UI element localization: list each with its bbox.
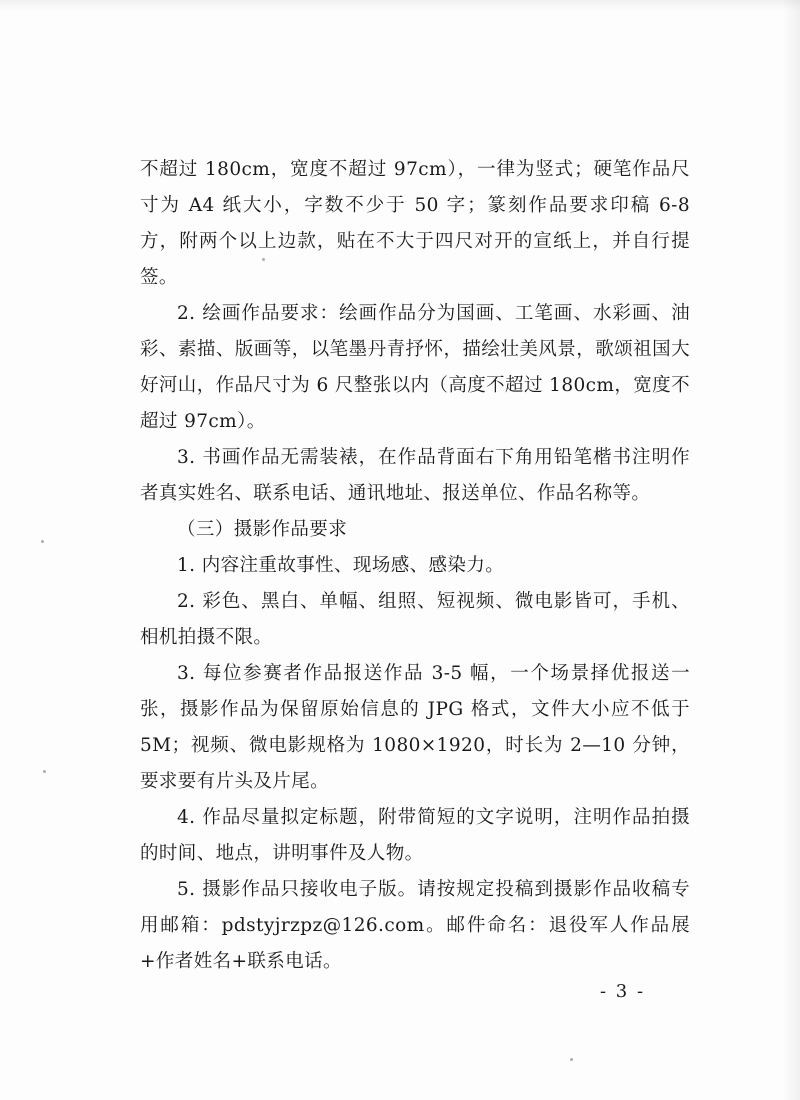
paragraph-calligraphy-continued: 不超过 180cm，宽度不超过 97cm），一律为竖式；硬笔作品尺寸为 A4 纸大小，字数不少于 50 字；篆刻作品要求印稿 6-8 方，附两个以上边款，贴在不大于四尺对开的宣纸上，并自行提签。 [140,159,690,288]
paragraph-photo-types: 2. 彩色、黑白、单幅、组照、短视频、微电影皆可，手机、相机拍摄不限。 [140,591,690,648]
scan-speck [262,258,265,261]
section-heading-photography: （三）摄影作品要求 [177,519,348,540]
scan-shadow-right [782,0,800,1100]
paragraph-photo-content: 1. 内容注重故事性、现场感、感染力。 [177,555,505,576]
paragraph-photo-submission-format: 3. 每位参赛者作品报送作品 3-5 幅，一个场景择优报送一张，摄影作品为保留原始信息的 JPG 格式，文件大小应不低于 5M；视频、微电影规格为 1080×1920，时长为 2—10 分钟，要求要有片头及片尾。 [140,663,690,792]
paragraph-photo-email-submission: 5. 摄影作品只接收电子版。请按规定投稿到摄影作品收稿专用邮箱：pdstyjrzpz@126.com。邮件命名：退役军人作品展+作者姓名+联系电话。 [140,879,690,972]
paragraph-photo-title-caption: 4. 作品尽量拟定标题，附带简短的文字说明，注明作品拍摄的时间、地点，讲明事件及人物。 [140,807,690,864]
scan-shadow-top [0,0,800,10]
paragraph-painting-requirements: 2. 绘画作品要求：绘画作品分为国画、工笔画、水彩画、油彩、素描、版画等，以笔墨丹青抒怀，描绘壮美风景，歌颂祖国大好河山，作品尺寸为 6 尺整张以内（高度不超过 180cm，宽度不超过 97cm）。 [140,303,690,432]
scan-speck [43,770,46,773]
scan-speck [41,540,44,543]
body-text [140,152,690,980]
scan-speck [570,1058,573,1061]
paragraph-mounting-requirements: 3. 书画作品无需装裱，在作品背面右下角用铅笔楷书注明作者真实姓名、联系电话、通讯地址、报送单位、作品名称等。 [140,447,690,504]
page-number: - 3 - [600,981,646,1002]
